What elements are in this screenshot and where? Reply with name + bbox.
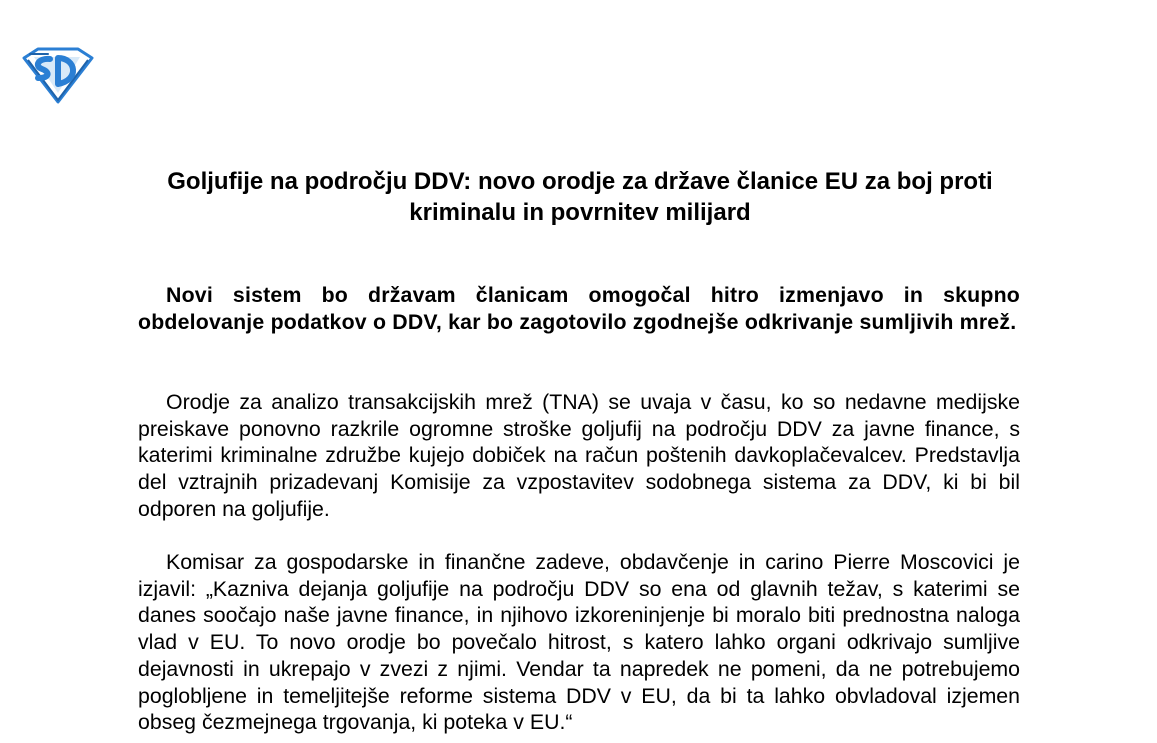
sd-shield-logo-icon xyxy=(20,46,96,104)
document-title: Goljufije na področju DDV: novo orodje za države članice EU za boj proti kriminalu in povrnitev milijard xyxy=(167,168,993,226)
lead-paragraph: Novi sistem bo državam članicam omogočal hitro izmenjavo in skupno obdelovanje podatkov o DDV, kar bo zagotovilo zgodnejše odkrivanje sumljivih mrež. xyxy=(138,283,1020,334)
body-paragraph-2: Komisar za gospodarske in finančne zadeve, obdavčenje in carino Pierre Moscovici je izjavil: „Kazniva dejanja goljufije na področju DDV so ena od glavnih težav, s katerimi se danes soočajo naše javne finance, in njihovo izkoreninjenje bi moralo biti prednostna naloga vlad v EU. To novo orodje bo povečalo hitrost, s katero lahko organi odkrivajo sumljive dejavnosti in ukrepajo v zvezi z njimi. Vendar ta napredek ne pomeni, da ne potrebujemo poglobljene in temeljitejše reforme sistema DDV v EU, da bi ta lahko obvladoval izjemen obseg čezmejnega trgovanja, ki poteka v EU.“ xyxy=(138,550,1020,735)
body-paragraph-1: Orodje za analizo transakcijskih mrež (TNA) se uvaja v času, ko so nedavne medijske preiskave ponovno razkrile ogromne stroške goljufij na področju DDV za javne finance, s katerimi kriminalne združbe kujejo dobiček na račun poštenih davkoplačevalcev. Predstavlja del vztrajnih prizadevanj Komisije za vzpostavitev sodobnega sistema za DDV, ki bi bil odporen na goljufije. xyxy=(138,390,1020,521)
